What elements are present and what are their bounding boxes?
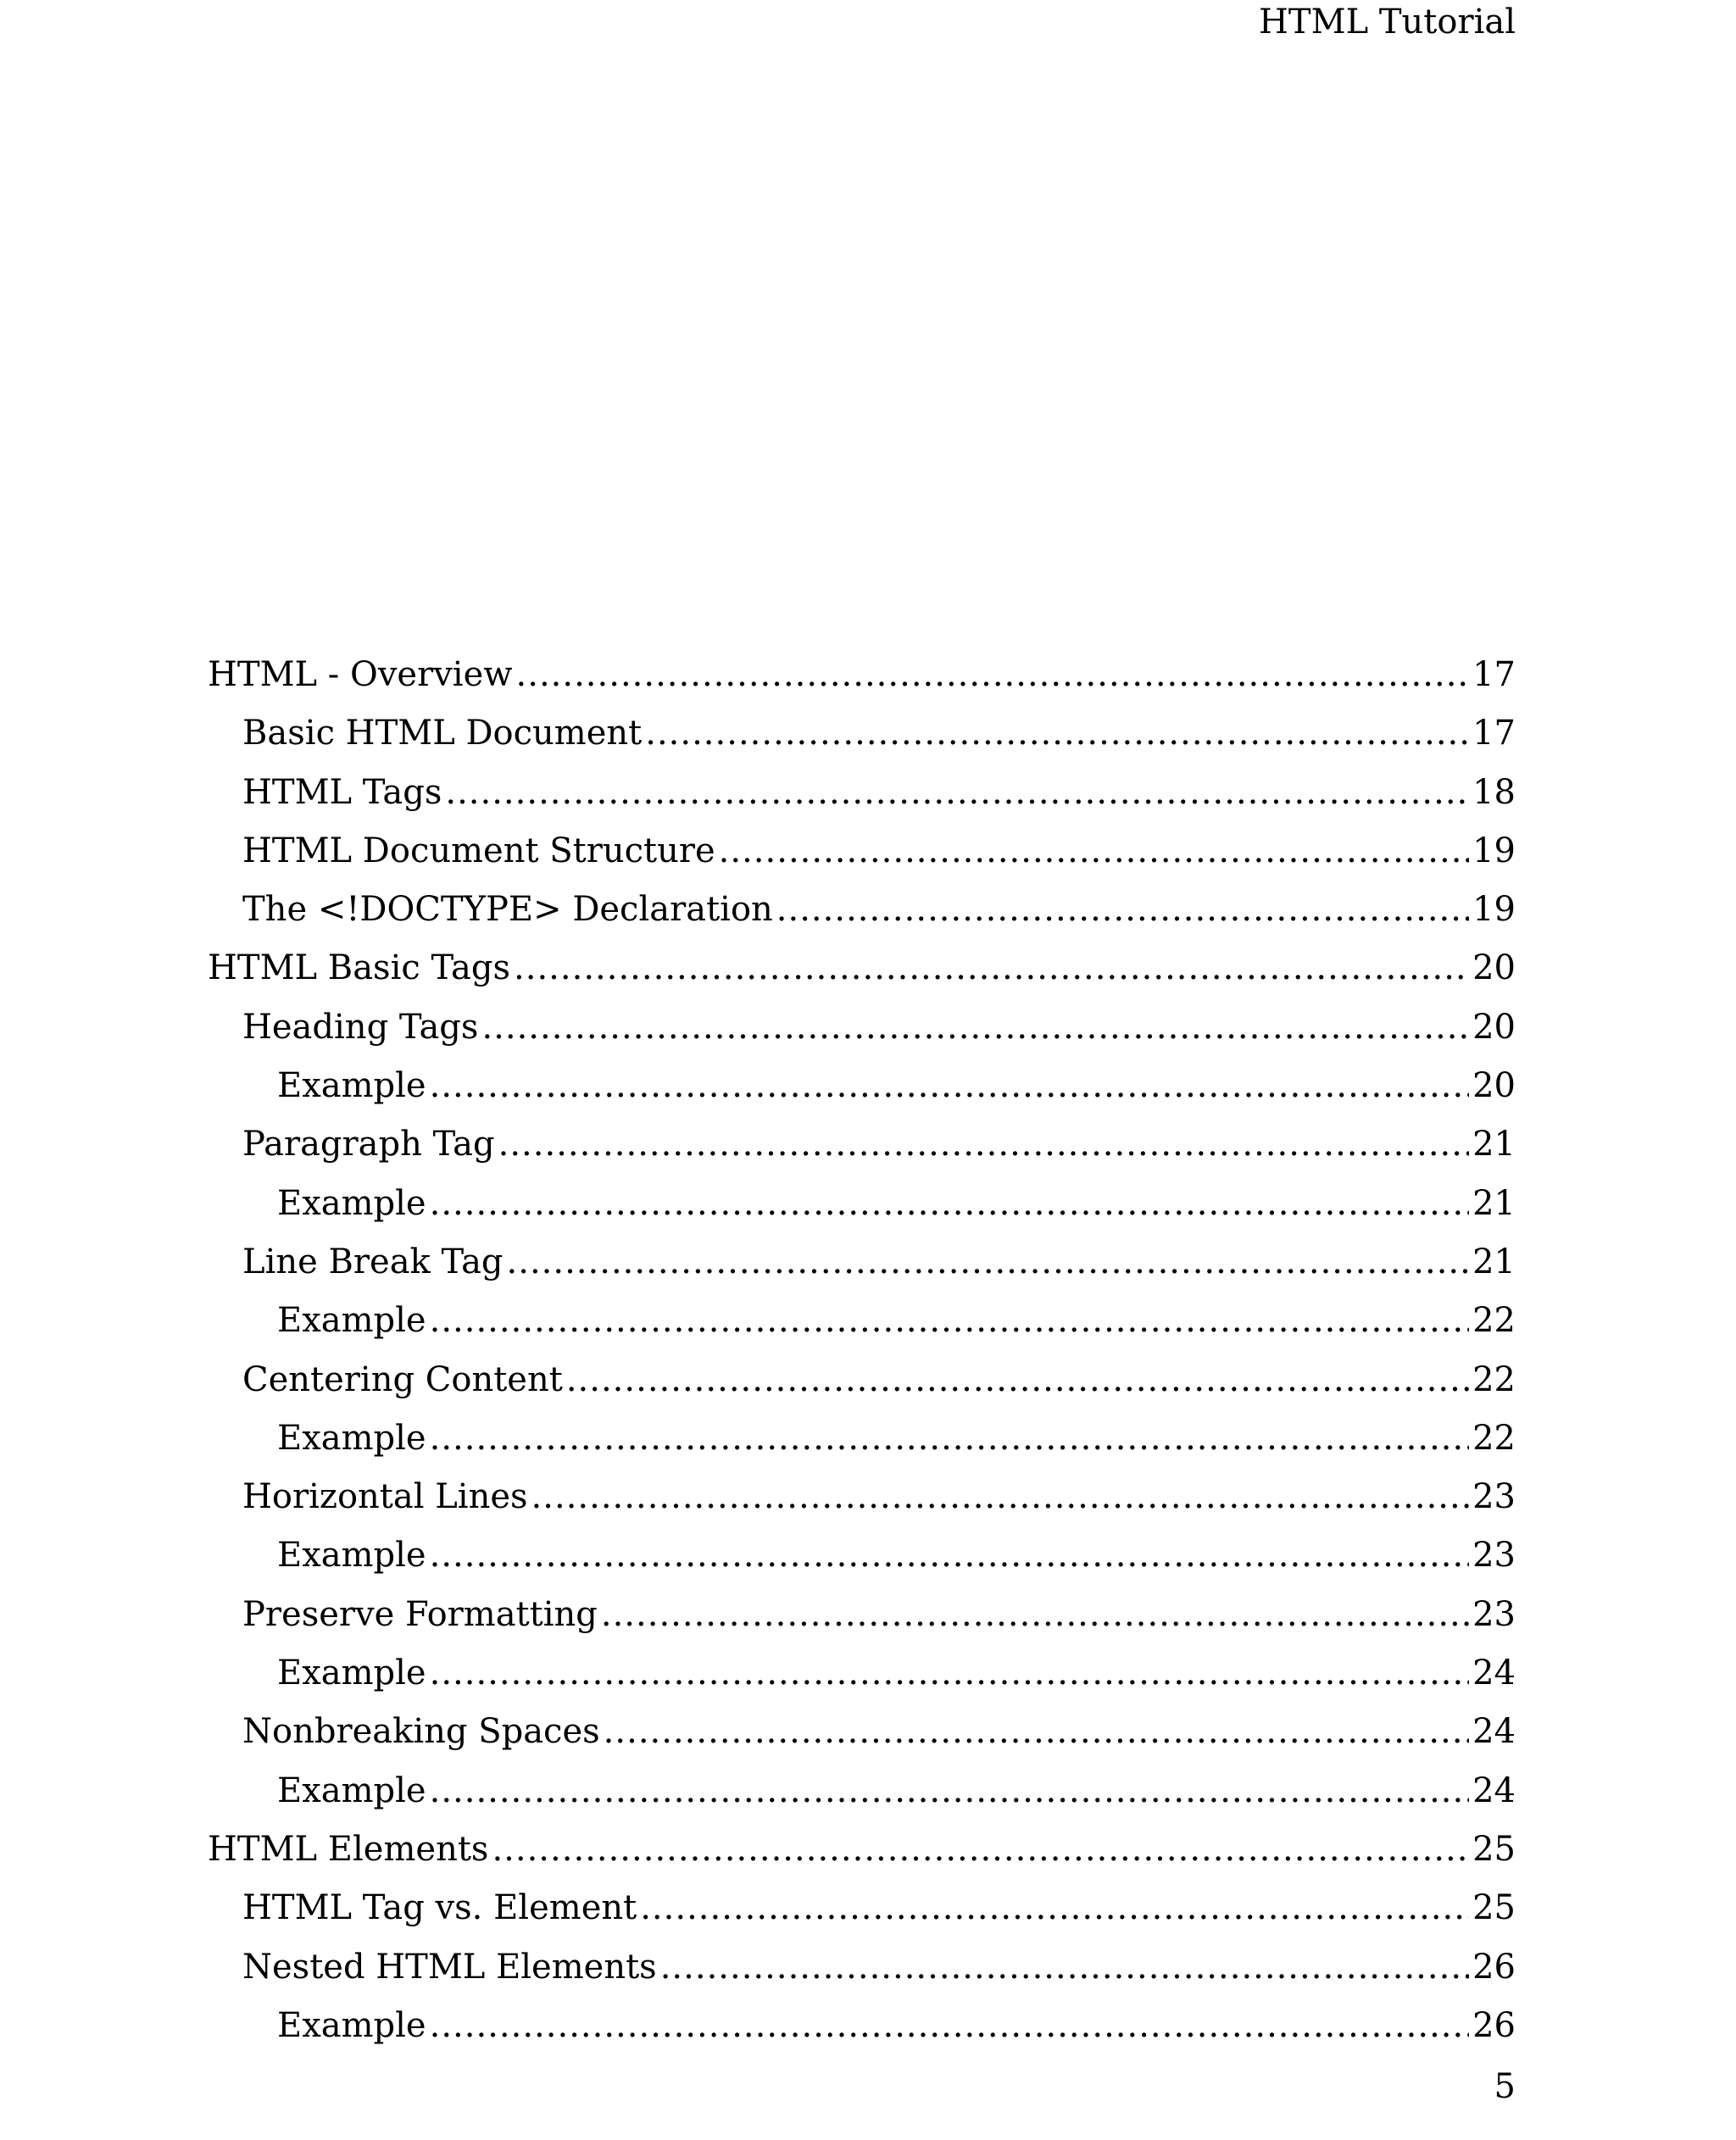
toc-entry-page-number: 22 [1472,1418,1516,1458]
toc-entry[interactable] [208,1879,1516,1937]
toc-entry-title: Nested HTML Elements [242,1947,657,1987]
toc-entry-title: The <!DOCTYPE> Declaration [242,890,773,930]
toc-entry[interactable] [208,1057,1516,1115]
toc-dot-leader [516,646,1470,704]
toc-entry-title: HTML - Overview [208,655,513,694]
toc-entry-title: HTML Elements [208,1829,489,1869]
toc-entry[interactable] [208,764,1516,822]
toc-entry-title: Horizontal Lines [242,1477,528,1517]
toc-dot-leader [640,1879,1469,1937]
toc-entry-title: HTML Basic Tags [208,948,511,988]
toc-entry-title: Example [277,1770,426,1810]
toc-entry[interactable] [208,998,1516,1057]
toc-entry-title: Paragraph Tag [242,1125,495,1164]
toc-entry[interactable] [208,1703,1516,1761]
toc-entry[interactable] [208,1938,1516,1997]
toc-entry[interactable] [208,1409,1516,1468]
toc-entry-page-number: 19 [1472,890,1516,930]
toc-entry-title: Example [277,2005,426,2045]
toc-dot-leader [601,1586,1469,1644]
toc-entry-page-number: 24 [1472,1712,1516,1752]
toc-dot-leader [430,1526,1469,1585]
toc-dot-leader [481,998,1469,1057]
toc-entry-page-number: 21 [1472,1183,1516,1223]
toc-entry-title: HTML Tag vs. Element [242,1888,637,1928]
toc-entry-title: Line Break Tag [242,1242,504,1281]
toc-entry[interactable] [208,1468,1516,1526]
toc-entry[interactable] [208,1644,1516,1703]
toc-entry-page-number: 17 [1472,714,1516,753]
toc-entry-title: Example [277,1301,426,1341]
toc-entry-title: Heading Tags [242,1007,479,1047]
toc-entry-title: HTML Document Structure [242,831,715,870]
toc-dot-leader [776,881,1469,939]
toc-entry-page-number: 23 [1472,1594,1516,1634]
toc-entry-title: Basic HTML Document [242,714,643,753]
toc-entry[interactable] [208,1115,1516,1174]
toc-entry[interactable] [208,704,1516,763]
toc-dot-leader [498,1115,1469,1174]
toc-entry[interactable] [208,1292,1516,1350]
table-of-contents [208,646,1516,2055]
toc-entry-page-number: 25 [1472,1888,1516,1928]
toc-entry[interactable] [208,646,1516,704]
toc-dot-leader [445,764,1469,822]
toc-entry-page-number: 25 [1472,1829,1516,1869]
toc-entry[interactable] [208,881,1516,939]
toc-dot-leader [660,1938,1469,1997]
toc-dot-leader [430,1997,1469,2055]
toc-dot-leader [430,1762,1469,1820]
toc-dot-leader [430,1175,1469,1233]
toc-dot-leader [430,1409,1469,1468]
toc-dot-leader [514,939,1469,998]
toc-dot-leader [430,1292,1469,1350]
toc-entry-page-number: 21 [1472,1125,1516,1164]
toc-dot-leader [531,1468,1470,1526]
toc-dot-leader [430,1057,1469,1115]
toc-entry-page-number: 20 [1472,948,1516,988]
toc-entry[interactable] [208,1175,1516,1233]
toc-entry-title: Example [277,1066,426,1106]
toc-dot-leader [604,1703,1469,1761]
toc-entry-page-number: 17 [1472,655,1516,694]
toc-dot-leader [430,1644,1469,1703]
toc-entry-page-number: 26 [1472,2005,1516,2045]
toc-dot-leader [645,704,1469,763]
toc-dot-leader [566,1351,1469,1409]
toc-entry-page-number: 23 [1472,1477,1516,1517]
toc-entry[interactable] [208,1762,1516,1820]
toc-entry[interactable] [208,1233,1516,1292]
toc-entry-page-number: 22 [1472,1359,1516,1399]
toc-entry-title: Nonbreaking Spaces [242,1712,600,1752]
toc-entry-page-number: 23 [1472,1536,1516,1576]
toc-entry-page-number: 26 [1472,1947,1516,1987]
page-number: 5 [1494,2067,1516,2106]
toc-entry-title: Example [277,1536,426,1576]
toc-entry-title: Example [277,1418,426,1458]
toc-entry-page-number: 20 [1472,1007,1516,1047]
toc-entry[interactable] [208,1526,1516,1585]
running-header: HTML Tutorial [1259,3,1516,42]
toc-entry-page-number: 18 [1472,772,1516,812]
toc-entry-page-number: 24 [1472,1654,1516,1693]
toc-entry[interactable] [208,1820,1516,1879]
toc-entry[interactable] [208,1351,1516,1409]
toc-entry-page-number: 22 [1472,1301,1516,1341]
toc-entry[interactable] [208,1586,1516,1644]
toc-dot-leader [492,1820,1469,1879]
toc-entry-page-number: 19 [1472,831,1516,870]
toc-entry[interactable] [208,1997,1516,2055]
toc-entry-page-number: 24 [1472,1770,1516,1810]
toc-entry-page-number: 20 [1472,1066,1516,1106]
toc-entry-title: Example [277,1654,426,1693]
toc-entry[interactable] [208,822,1516,881]
toc-entry-page-number: 21 [1472,1242,1516,1281]
toc-entry-title: Example [277,1183,426,1223]
toc-dot-leader [719,822,1469,881]
toc-dot-leader [507,1233,1470,1292]
toc-entry-title: HTML Tags [242,772,442,812]
toc-entry[interactable] [208,939,1516,998]
toc-entry-title: Preserve Formatting [242,1594,598,1634]
toc-entry-title: Centering Content [242,1359,563,1399]
